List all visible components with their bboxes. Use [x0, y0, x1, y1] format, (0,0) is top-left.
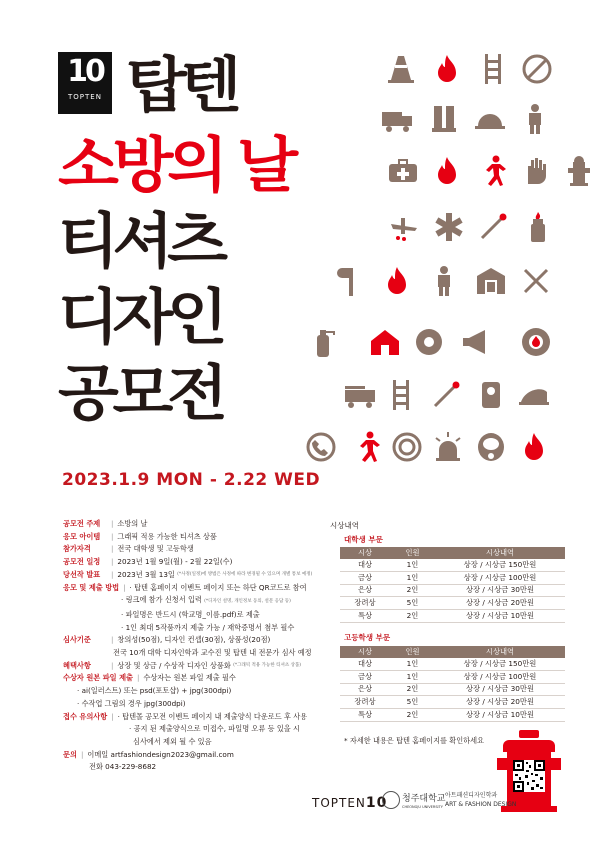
firefighter-suit-icon [427, 264, 461, 298]
table-cell: 금상 [340, 670, 390, 683]
table-cell: 1인 [390, 559, 435, 571]
table-row [340, 658, 565, 670]
info-method-sub3: · 1인 최대 5작품까지 제출 가능 / 재학증명서 첨부 필수 [121, 622, 295, 632]
topten-logo [58, 52, 112, 114]
info-list [63, 518, 318, 774]
college-title: 대학생 부문 [344, 535, 383, 544]
table-row [340, 571, 565, 584]
info-theme: 공모전 주제 | 소방의 날 [63, 519, 148, 528]
lighter-icon [520, 210, 554, 244]
highschool-table-wrap [340, 646, 565, 722]
logo-text: TOPTEN [68, 93, 102, 101]
emergency-phone-icon [304, 430, 338, 464]
table-cell: 장려상 [340, 597, 390, 610]
logo-number: 10 [67, 54, 103, 89]
info-caution-sub1: · 공지 된 제출양식으로 미접수, 파일명 오류 등 있을 시 [129, 724, 300, 734]
gas-mask-icon [474, 430, 508, 464]
glove-icon [519, 154, 553, 188]
extinguisher-icon [306, 325, 340, 359]
match-icon [476, 210, 510, 244]
awards-title: 시상내역 [330, 521, 359, 530]
title-line-1: 탑텐 [126, 51, 236, 121]
table-cell: 1인 [390, 571, 435, 584]
event-dates: 2023.1.9 MON - 2.22 WED [62, 470, 321, 490]
table-row [340, 559, 565, 571]
fire-icon [430, 154, 464, 188]
college-table-wrap [340, 547, 565, 623]
table-row [340, 670, 565, 683]
burning-match-icon [429, 378, 463, 412]
info-announce: 당선작 발표 | 2023년 3월 13일 (*사정(일정)에 방법은 사정에 따라 변경될 수 있으며 개별 통보 예정) [63, 569, 313, 579]
table-cell: 상장 / 시상금 100만원 [435, 670, 565, 683]
table-cell: 2인 [390, 683, 435, 696]
table-row [340, 696, 565, 709]
table-row [340, 610, 565, 623]
table-cell: 특상 [340, 610, 390, 623]
house-fire-icon [368, 325, 402, 359]
megaphone-icon [459, 325, 493, 359]
info-method-sub1: · 링크에 참가 신청서 입력 (*디자인 설명, 개인정보 동의, 설문 응답 등) [121, 595, 291, 605]
table-header: 시상 인원 시상내역 [340, 547, 565, 559]
no-smoking-icon [520, 52, 554, 86]
table-cell: 1인 [390, 658, 435, 670]
table-cell: 은상 [340, 584, 390, 597]
fire-alarm-bell-icon [412, 325, 446, 359]
table-cell: 대상 [340, 559, 390, 571]
alarm-button-icon [474, 378, 508, 412]
title-line-2: 소방의 날 [58, 131, 292, 201]
table-cell: 5인 [390, 597, 435, 610]
table-cell: 2인 [390, 610, 435, 623]
info-caution: 접수 유의사항 | · 탑텐몰 공모전 이벤트 페이지 내 제출양식 다운로드 후 사용 [63, 711, 308, 721]
highschool-title: 고등학생 부문 [344, 633, 391, 642]
awards-note: * 자세한 내용은 탑텐 홈페이지를 확인하세요 [344, 736, 484, 745]
info-caution-sub2: 심사에서 제외 될 수 있음 [133, 736, 212, 746]
table-cell: 2인 [390, 709, 435, 722]
table-cell: 상장 / 시상금 100만원 [435, 571, 565, 584]
university-emblem-icon [382, 791, 400, 809]
info-criteria-sub: 전국 10개 대학 디자인학과 교수진 및 탑텐 내 전문가 심사 예정 [113, 648, 312, 658]
info-method-sub2: · 파일명은 반드시 (학교명_이름.pdf)로 제출 [121, 609, 260, 619]
title-line-4: 디자인 [58, 283, 222, 353]
info-contact-sub: 전화 043-229-8682 [89, 762, 157, 772]
dept-name-en: ART & FASHION DESIGN [445, 801, 517, 808]
firefighter-icon [518, 102, 552, 136]
dept-name: 아트패션디자인학과 [445, 792, 498, 799]
info-item: 응모 아이템 | 그래픽 적용 가능한 티셔츠 상품 [63, 531, 217, 541]
fire-badge-icon [519, 325, 553, 359]
crossed-axes-icon [519, 264, 553, 298]
table-cell: 상장 / 시상금 150만원 [435, 559, 565, 571]
table-cell: 대상 [340, 658, 390, 670]
boots-icon [427, 102, 461, 136]
table-cell: 1인 [390, 670, 435, 683]
info-file: 수상자 원본 파일 제출 | 수상자는 원본 파일 제출 필수 [63, 673, 236, 683]
info-benefit: 혜택사항 | 상장 및 상금 / 수상작 디자인 상품화 (*그래픽 적용 가능한 티셔츠 상품) [63, 660, 302, 670]
axe-icon [334, 264, 368, 298]
table-row [340, 709, 565, 722]
fire-truck-tanker-icon [380, 102, 414, 136]
highschool-awards-table [340, 646, 565, 722]
footer-topten-logo: TOPTEN10 [312, 795, 388, 811]
table-row [340, 584, 565, 597]
hose-reel-icon [390, 430, 424, 464]
table-cell: 특상 [340, 709, 390, 722]
running-person-icon [475, 154, 509, 188]
table-cell: 2인 [390, 584, 435, 597]
table-cell: 금상 [340, 571, 390, 584]
table-cell: 상장 / 시상금 20만원 [435, 597, 565, 610]
info-file-sub1: · ai(일러스트) 또는 psd(포토샵) + jpg(300dpi) [77, 686, 232, 696]
table-cell: 5인 [390, 696, 435, 709]
university-name: 청주대학교 [402, 794, 446, 804]
info-method: 응모 및 제출 방법 | · 탑텐 홈페이지 이벤트 페이지 또는 하단 QR코드로 참여 [63, 582, 307, 592]
hydrant-icon [562, 154, 596, 188]
table-header: 시상 인원 시상내역 [340, 646, 565, 658]
helmet-icon [473, 102, 507, 136]
table-cell: 상장 / 시상금 150만원 [435, 658, 565, 670]
table-row [340, 683, 565, 696]
star-of-life-icon [432, 210, 466, 244]
info-contact: 문의 | 이메일 artfashiondesign2023@gmail.com [63, 749, 234, 759]
info-eligibility: 참가자격 | 전국 대학생 및 고등학생 [63, 544, 194, 554]
water-bomber-plane-icon [388, 210, 422, 244]
info-criteria: 심사기준 | 창의성(50점), 디자인 컨셉(30점), 상품성(20점) [63, 635, 271, 645]
fuel-can-fire-icon [430, 52, 464, 86]
firefighter-hat-icon [517, 378, 551, 412]
table-cell: 상장 / 시상금 30만원 [435, 683, 565, 696]
hose-runner-icon [349, 430, 383, 464]
table-cell: 상장 / 시상금 20만원 [435, 696, 565, 709]
qr-code[interactable] [513, 760, 545, 792]
title-line-3: 티셔츠 [58, 207, 222, 277]
info-period: 공모전 일정 | 2023년 1월 9일(월) - 2월 22일(수) [63, 557, 233, 567]
table-cell: 상장 / 시상금 30만원 [435, 584, 565, 597]
table-cell: 상장 / 시상금 10만원 [435, 610, 565, 623]
traffic-cone-icon [384, 52, 418, 86]
college-awards-table [340, 547, 565, 623]
university-name-en: CHEONGJU UNIVERSITY [402, 805, 443, 809]
table-cell: 은상 [340, 683, 390, 696]
first-aid-kit-icon [386, 154, 420, 188]
info-file-sub2: · 수작업 그림의 경우 jpg(300dpi) [77, 698, 186, 708]
ladder-icon [384, 378, 418, 412]
title-line-5: 공모전 [58, 359, 222, 429]
table-cell: 상장 / 시상금 10만원 [435, 709, 565, 722]
road-barrier-icon [476, 52, 510, 86]
siren-light-icon [431, 430, 465, 464]
table-row [340, 597, 565, 610]
fire-station-icon [474, 264, 508, 298]
flame-icon [380, 264, 414, 298]
fire-engine-icon [343, 378, 377, 412]
red-flame-icon [517, 430, 551, 464]
table-cell: 장려상 [340, 696, 390, 709]
